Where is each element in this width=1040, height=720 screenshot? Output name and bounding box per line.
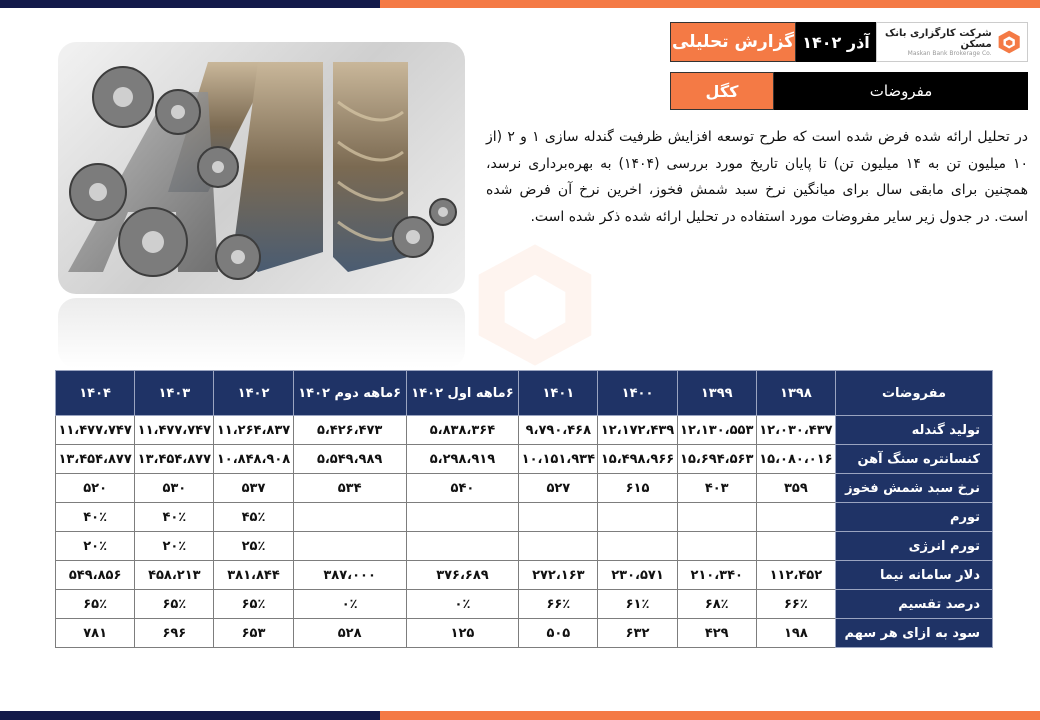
table-cell: ۱۱،۲۶۴،۸۳۷ — [214, 416, 293, 445]
table-cell: ۱۵،۰۸۰،۰۱۶ — [756, 445, 835, 474]
table-cell: ۲۰٪ — [56, 532, 135, 561]
table-cell: ۵۴۹،۸۵۶ — [56, 561, 135, 590]
table-cell: ۶۵٪ — [214, 590, 293, 619]
table-cell: ۶۵۳ — [214, 619, 293, 648]
table-cell: ۲۰٪ — [135, 532, 214, 561]
table-cell: ۶۶٪ — [519, 590, 598, 619]
image-reflection — [58, 298, 465, 368]
column-header: ۱۴۰۰ — [598, 371, 677, 416]
column-header: ۱۴۰۴ — [56, 371, 135, 416]
column-header: ۱۴۰۱ — [519, 371, 598, 416]
row-label: تولید گندله — [836, 416, 993, 445]
table-cell: ۵۳۰ — [135, 474, 214, 503]
report-date: آذر ۱۴۰۲ — [796, 22, 876, 62]
table-cell: ۱۰،۸۴۸،۹۰۸ — [214, 445, 293, 474]
row-label: تورم — [836, 503, 993, 532]
table-cell: ۱۵،۶۹۴،۵۶۳ — [677, 445, 756, 474]
column-header: ۱۴۰۳ — [135, 371, 214, 416]
table-cell: ۵۰۵ — [519, 619, 598, 648]
row-label: دلار سامانه نیما — [836, 561, 993, 590]
row-label: سود به ازای هر سهم — [836, 619, 993, 648]
table-cell — [598, 503, 677, 532]
table-cell: ۲۱۰،۳۴۰ — [677, 561, 756, 590]
table-cell: ۶۵٪ — [56, 590, 135, 619]
table-cell: ۲۵٪ — [214, 532, 293, 561]
row-label: درصد تقسیم — [836, 590, 993, 619]
top-stripe-orange — [380, 0, 1040, 8]
table-row — [56, 590, 993, 619]
table-header-row — [56, 371, 993, 416]
table-cell: ۱۲۵ — [406, 619, 519, 648]
bottom-stripe-orange — [380, 711, 1040, 720]
table-cell — [519, 532, 598, 561]
table-cell — [406, 503, 519, 532]
table-cell: ۱۹۸ — [756, 619, 835, 648]
table-cell: ۱۳،۴۵۴،۸۷۷ — [56, 445, 135, 474]
table-row — [56, 561, 993, 590]
company-name-en: Maskan Bank Brokerage Co. — [907, 49, 992, 57]
table-cell: ۱۱،۴۷۷،۷۴۷ — [135, 416, 214, 445]
column-header: ۱۴۰۲ — [214, 371, 293, 416]
table-cell — [598, 532, 677, 561]
table-cell: ۱۲،۱۷۲،۴۳۹ — [598, 416, 677, 445]
table-cell: ۳۷۶،۶۸۹ — [406, 561, 519, 590]
column-header: ۶ماهه اول ۱۴۰۲ — [406, 371, 519, 416]
table-cell: ۲۷۲،۱۶۳ — [519, 561, 598, 590]
table-cell: ۵،۴۲۶،۴۷۳ — [293, 416, 406, 445]
table-cell: ۱۲،۰۳۰،۴۳۷ — [756, 416, 835, 445]
report-type-label: گزارش تحلیلی — [670, 22, 796, 62]
table-cell: ۱۵،۴۹۸،۹۶۶ — [598, 445, 677, 474]
table-cell: ۵،۵۴۹،۹۸۹ — [293, 445, 406, 474]
table-cell: ۶۶٪ — [756, 590, 835, 619]
table-cell: ۱۲،۱۳۰،۵۵۳ — [677, 416, 756, 445]
table-cell: ۴۵۸،۲۱۳ — [135, 561, 214, 590]
table-row — [56, 445, 993, 474]
table-cell: ۱۱۲،۴۵۲ — [756, 561, 835, 590]
table-cell — [677, 503, 756, 532]
column-header: مفروضات — [836, 371, 993, 416]
table-cell — [293, 532, 406, 561]
table-cell: ۳۵۹ — [756, 474, 835, 503]
table-cell: ۴۵٪ — [214, 503, 293, 532]
table-cell: ۵،۲۹۸،۹۱۹ — [406, 445, 519, 474]
table-cell: ۴۰۳ — [677, 474, 756, 503]
table-cell: ۵۳۷ — [214, 474, 293, 503]
table-cell: ۵۲۷ — [519, 474, 598, 503]
table-cell: ۱۱،۴۷۷،۷۴۷ — [56, 416, 135, 445]
table-cell: ۰٪ — [293, 590, 406, 619]
table-row — [56, 503, 993, 532]
table-cell: ۶۹۶ — [135, 619, 214, 648]
table-cell — [519, 503, 598, 532]
table-cell: ۳۸۱،۸۴۴ — [214, 561, 293, 590]
table-cell: ۷۸۱ — [56, 619, 135, 648]
assumptions-table — [55, 370, 993, 648]
company-name: شرکت کارگزاری بانک مسکن — [885, 27, 992, 50]
table-row — [56, 619, 993, 648]
table-cell — [756, 532, 835, 561]
table-cell: ۵۳۴ — [293, 474, 406, 503]
table-cell: ۶۵٪ — [135, 590, 214, 619]
table-cell: ۶۱٪ — [598, 590, 677, 619]
bottom-stripe-navy — [0, 711, 380, 720]
table-cell — [677, 532, 756, 561]
column-header: ۱۳۹۸ — [756, 371, 835, 416]
table-cell: ۶۳۲ — [598, 619, 677, 648]
column-header: ۱۳۹۹ — [677, 371, 756, 416]
table-cell: ۶۱۵ — [598, 474, 677, 503]
table-cell: ۵،۸۳۸،۳۶۴ — [406, 416, 519, 445]
intro-paragraph: در تحلیل ارائه شده فرض شده است که طرح توسعه افزایش ظرفیت گندله سازی ۱ و ۲ (از ۱۰ میلیون تن به ۱۴ میلیون تن) تا پایان تاریخ مورد بررسی (۱۴۰۴) به بهره‌برداری نرسد، همچنین برای مابقی سال برای میانگین نرخ سبد شمش فخوز، اخرین نرخ آن فرض شده است. در جدول زیر سایر مفروضات مورد استفاده در تحلیل ارائه شده ذکر شده است. — [486, 129, 1029, 225]
section-total-badge: کگل — [670, 72, 774, 110]
table-cell — [293, 503, 406, 532]
table-cell: ۲۳۰،۵۷۱ — [598, 561, 677, 590]
row-label: نرخ سبد شمش فخوز — [836, 474, 993, 503]
section-title: مفروضات — [774, 72, 1028, 110]
table-cell: ۳۸۷،۰۰۰ — [293, 561, 406, 590]
table-row — [56, 474, 993, 503]
table-cell: ۵۴۰ — [406, 474, 519, 503]
table-cell: ۴۲۹ — [677, 619, 756, 648]
company-logo — [876, 22, 1028, 62]
top-stripe-navy — [0, 0, 380, 8]
table-cell: ۰٪ — [406, 590, 519, 619]
gears-and-mine-illustration — [58, 42, 465, 294]
table-cell: ۴۰٪ — [135, 503, 214, 532]
table-cell: ۱۳،۴۵۴،۸۷۷ — [135, 445, 214, 474]
column-header: ۶ماهه دوم ۱۴۰۲ — [293, 371, 406, 416]
table-cell: ۹،۷۹۰،۴۶۸ — [519, 416, 598, 445]
table-cell — [756, 503, 835, 532]
table-cell: ۱۰،۱۵۱،۹۳۴ — [519, 445, 598, 474]
logo-watermark-icon — [470, 240, 600, 370]
table-cell: ۶۸٪ — [677, 590, 756, 619]
table-cell: ۴۰٪ — [56, 503, 135, 532]
company-logo-icon — [997, 27, 1021, 57]
row-label: کنسانتره سنگ آهن — [836, 445, 993, 474]
table-row — [56, 532, 993, 561]
table-cell: ۵۲۸ — [293, 619, 406, 648]
table-row — [56, 416, 993, 445]
table-cell: ۵۲۰ — [56, 474, 135, 503]
industry-image — [58, 42, 465, 294]
row-label: تورم انرژی — [836, 532, 993, 561]
table-cell — [406, 532, 519, 561]
